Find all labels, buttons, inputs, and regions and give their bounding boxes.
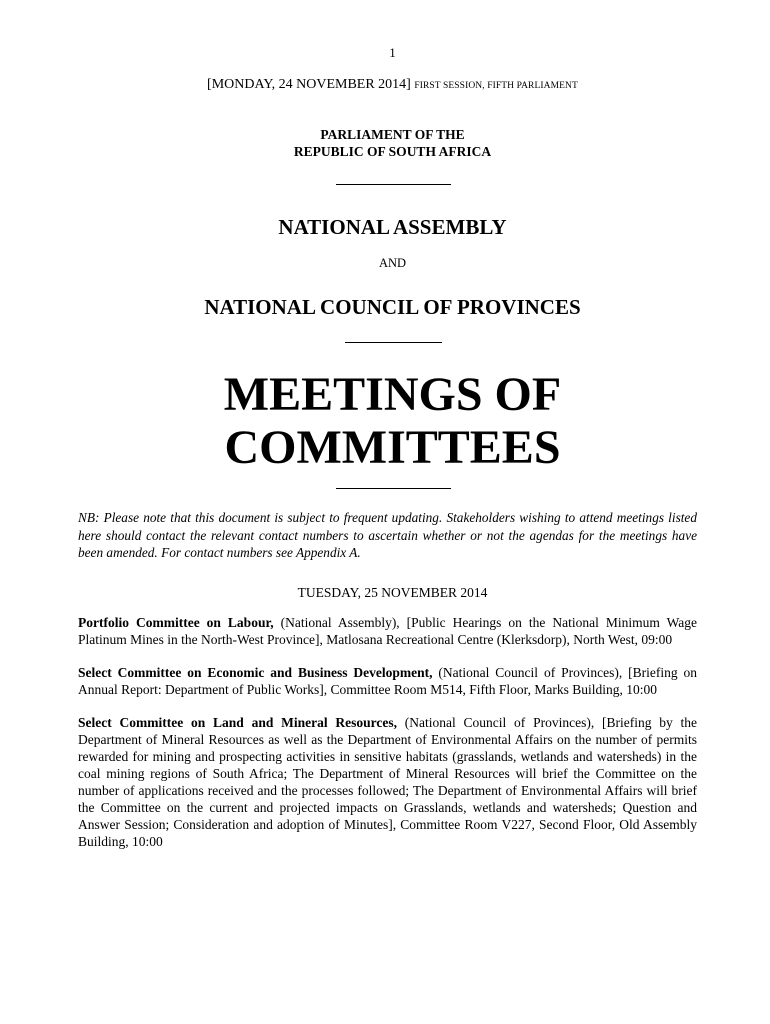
parliament-heading (78, 126, 697, 160)
parliament-line-2: REPUBLIC OF SOUTH AFRICA (293, 144, 492, 159)
meeting-entry (78, 664, 697, 698)
meeting-date-heading: TUESDAY, 25 NOVEMBER 2014 (297, 584, 488, 600)
session-label: FIRST SESSION, FIFTH PARLIAMENT (414, 81, 578, 91)
and-conjunction: AND (378, 256, 407, 270)
session-line (78, 77, 697, 93)
title-line-1: MEETINGS OF (223, 368, 562, 421)
meeting-details: (National Assembly), [Public Hearings on the National Minimum Wage Platinum Mines in the North-West Province], Matlosana Recreational Centre (Klerksdorp), North West, 09:00 (78, 614, 697, 647)
updating-notice: NB: Please note that this document is subject to frequent updating. Stakeholders wishing to attend meetings listed here should contact the relevant contact numbers to ascertain whether or not the agendas for the meetings have been amended. For contact numbers see Appendix A. (78, 510, 697, 560)
committee-name: Select Committee on Land and Mineral Resources, (78, 714, 397, 730)
meeting-entry (78, 614, 697, 648)
meeting-details: (National Council of Provinces), [Briefing by the Department of Mineral Resources as well as the Department of Environmental Affairs on the number of permits rewarded for mining and prospecting activities in sensitive habitats (grasslands, wetlands and watersheds) in the coal mining regions of South Africa; The Department of Mineral Resources will brief the Committee on the number of applications received and the processes followed; The Department of Environmental Affairs will brief the Committee on the current and projected impacts on Grasslands, wetlands and watersheds; Question and Answer Session; Consideration and adoption of Minutes], Committee Room V227, Second Floor, Old Assembly Building, 10:00 (78, 714, 697, 849)
committee-name: Select Committee on Economic and Business Development, (78, 664, 433, 680)
header-date: [MONDAY, 24 NOVEMBER 2014] (207, 77, 411, 92)
divider (336, 488, 451, 489)
meetings-list (78, 614, 697, 850)
house-ncop: NATIONAL COUNCIL OF PROVINCES (204, 295, 581, 319)
document-title (78, 368, 697, 474)
divider (336, 184, 451, 185)
meeting-entry (78, 714, 697, 850)
house-national-assembly: NATIONAL ASSEMBLY (278, 215, 507, 239)
divider (345, 342, 442, 343)
page-number: 1 (389, 45, 396, 60)
title-line-2: COMMITTEES (224, 421, 561, 474)
committee-name: Portfolio Committee on Labour, (78, 614, 274, 630)
meeting-details: (National Council of Provinces), [Briefing on Annual Report: Department of Public Works], Committee Room M514, Fifth Floor, Marks Building, 10:00 (78, 664, 697, 697)
parliament-line-1: PARLIAMENT OF THE (320, 127, 465, 142)
